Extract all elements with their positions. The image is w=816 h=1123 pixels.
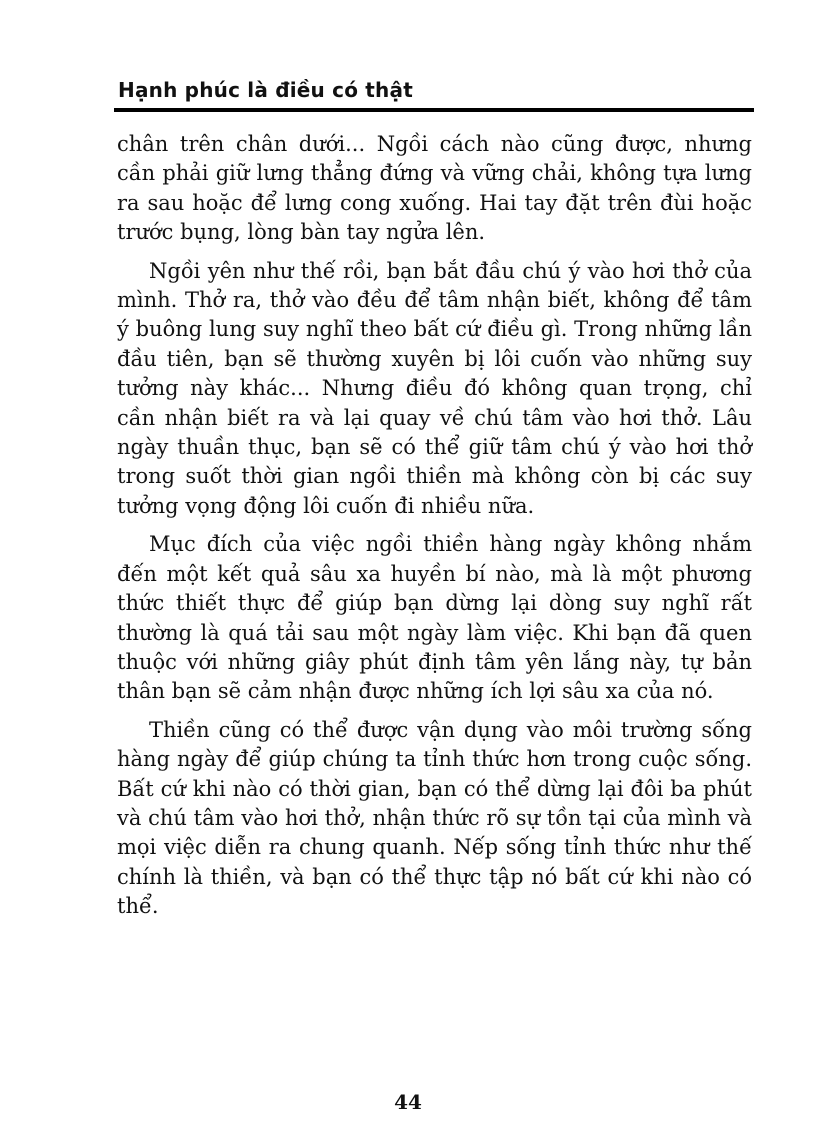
body-text xyxy=(117,130,752,931)
page-number: 44 xyxy=(394,1090,422,1114)
header-rule xyxy=(114,108,754,112)
paragraph-continuation: chân trên chân dưới... Ngồi cách nào cũng được, nhưng cần phải giữ lưng thẳng đứng và vững chải, không tựa lưng ra sau hoặc để lưng cong xuống. Hai tay đặt trên đùi hoặc trước bụng, lòng bàn tay ngửa lên. xyxy=(117,132,752,245)
paragraph: Thiền cũng có thể được vận dụng vào môi trường sống hàng ngày để giúp chúng ta tỉnh thức hơn trong cuộc sống. Bất cứ khi nào có thời gian, bạn có thể dừng lại đôi ba phút và chú tâm vào hơi thở, nhận thức rõ sự tồn tại của mình và mọi việc diễn ra chung quanh. Nếp sống tỉnh thức như thế chính là thiền, và bạn có thể thực tập nó bất cứ khi nào có thể. xyxy=(117,717,752,919)
paragraph: Mục đích của việc ngồi thiền hàng ngày không nhắm đến một kết quả sâu xa huyền bí nào, mà là một phương thức thiết thực để giúp bạn dừng lại dòng suy nghĩ rất thường là quá tải sau một ngày làm việc. Khi bạn đã quen thuộc với những giây phút định tâm yên lắng này, tự bản thân bạn sẽ cảm nhận được những ích lợi sâu xa của nó. xyxy=(117,532,752,704)
paragraph: Ngồi yên như thế rồi, bạn bắt đầu chú ý vào hơi thở của mình. Thở ra, thở vào đều để tâm nhận biết, không để tâm ý buông lung suy nghĩ theo bất cứ điều gì. Trong những lần đầu tiên, bạn sẽ thường xuyên bị lôi cuốn vào những suy tưởng này khác... Nhưng điều đó không quan trọng, chỉ cần nhận biết ra và lại quay về chú tâm vào hơi thở. Lâu ngày thuần thục, bạn sẽ có thể giữ tâm chú ý vào hơi thở trong suốt thời gian ngồi thiền mà không còn bị các suy tưởng vọng động lôi cuốn đi nhiều nữa. xyxy=(117,258,752,518)
running-header: Hạnh phúc là điều có thật xyxy=(118,78,413,102)
